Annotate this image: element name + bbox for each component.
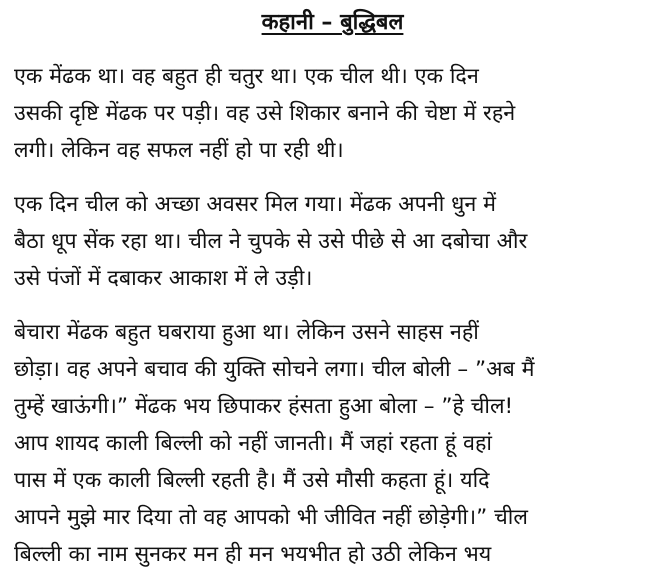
text-line: एक मेंढक था। वह बहुत ही चतुर था। एक चील थी। एक दिन bbox=[14, 64, 479, 89]
story-title: कहानी – बुद्धिबल bbox=[261, 10, 404, 35]
text-line: उसकी दृष्टि मेंढक पर पड़ी। वह उसे शिकार बनाने की चेष्टा में रहने bbox=[14, 101, 516, 126]
paragraph-2 bbox=[14, 186, 641, 297]
paragraph-1 bbox=[14, 58, 641, 169]
text-line: बेचारा मेंढक बहुत घबराया हुआ था। लेकिन उसने साहस नहीं bbox=[14, 320, 479, 345]
text-line: आप शायद काली बिल्ली को नहीं जानती। मैं जहां रहता हूं वहां bbox=[14, 431, 492, 456]
text-line: आपने मुझे मार दिया तो वह आपको भी जीवित नहीं छोड़ेगी।” चील bbox=[14, 505, 528, 530]
text-line: छोड़ा। वह अपने बचाव की युक्ति सोचने लगा। चील बोली – ”अब मैं bbox=[14, 357, 535, 382]
text-line: तुम्हें खाऊंगी।” मेंढक भय छिपाकर हंसता हुआ बोला – ”हे चील! bbox=[14, 394, 514, 419]
text-line: एक दिन चील को अच्छा अवसर मिल गया। मेंढक अपनी धुन में bbox=[14, 192, 496, 217]
text-line: लगी। लेकिन वह सफल नहीं हो पा रही थी। bbox=[14, 138, 344, 163]
paragraph-3 bbox=[14, 314, 641, 573]
text-line: पास में एक काली बिल्ली रहती है। मैं उसे मौसी कहता हूं। यदि bbox=[14, 468, 490, 493]
text-line: उसे पंजों में दबाकर आकाश में ले उड़ी। bbox=[14, 266, 313, 291]
text-line: बिल्ली का नाम सुनकर मन ही मन भयभीत हो उठी लेकिन भय bbox=[14, 542, 492, 567]
text-line: बैठा धूप सेंक रहा था। चील ने चुपके से उसे पीछे से आ दबोचा और bbox=[14, 229, 528, 254]
